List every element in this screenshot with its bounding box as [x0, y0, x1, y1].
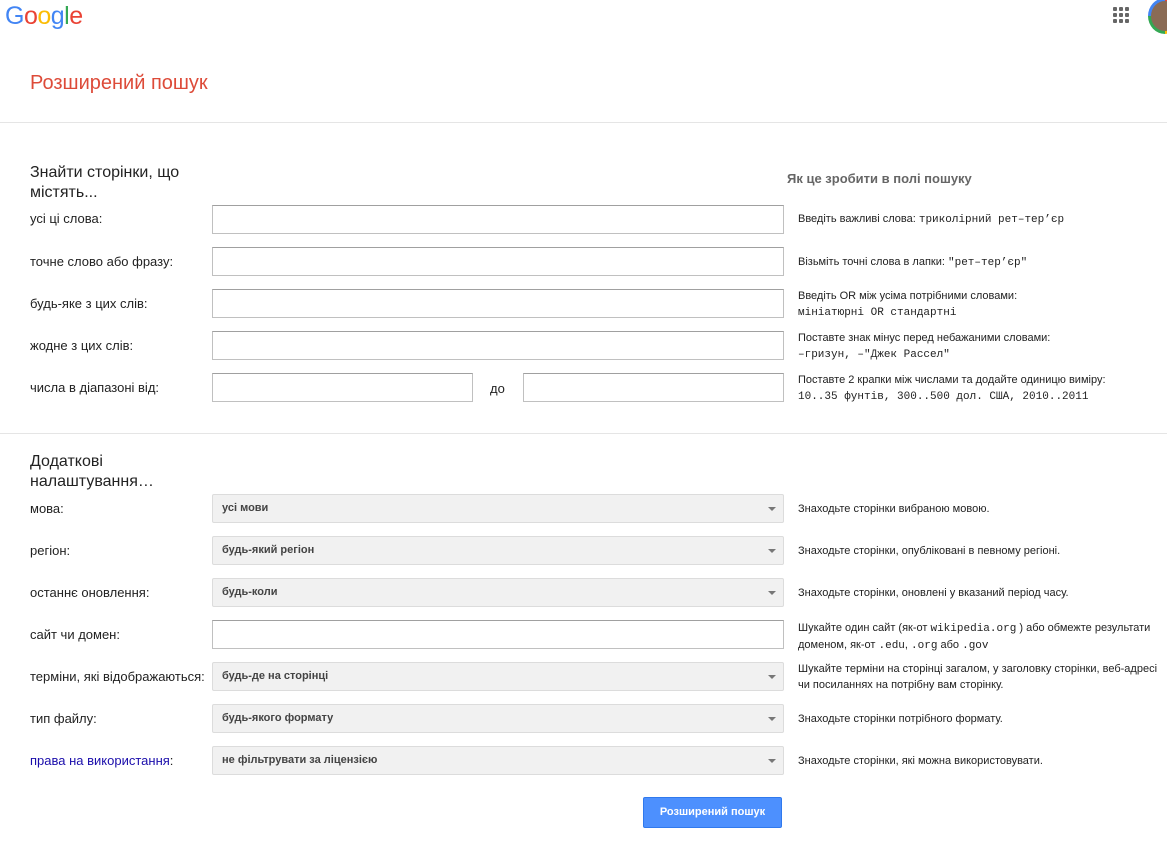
exact-phrase-hint-example: "рет–тер’єр": [948, 257, 1028, 269]
file-type-selected: будь-якого формату: [222, 712, 334, 724]
none-words-hint-example: –гризун, –"Джек Рассел": [798, 349, 950, 361]
usage-rights-colon: :: [169, 753, 174, 768]
any-words-hint-example: мініатюрні OR стандартні: [798, 307, 957, 319]
any-words-hint-text: Введіть OR між усіма потрібними словами:: [798, 290, 1018, 302]
range-to-label: до: [490, 381, 505, 396]
logo-letter: l: [64, 2, 70, 30]
refine-section-title: Додаткові налаштування…: [30, 453, 154, 490]
chevron-down-icon: [768, 507, 776, 511]
none-words-label: жодне з цих слів:: [30, 338, 134, 353]
site-hint: [798, 620, 1163, 654]
all-words-input[interactable]: [212, 205, 784, 234]
logo-letter: G: [5, 2, 24, 30]
page-title: Розширений пошук: [30, 72, 208, 94]
range-label: числа в діапазоні від:: [30, 380, 160, 395]
account-avatar[interactable]: [1148, 0, 1167, 34]
site-hint-text-2: ) або обмежте результати доменом, як-от: [798, 622, 1151, 651]
logo-letter: g: [50, 2, 65, 30]
none-words-input[interactable]: [212, 331, 784, 360]
file-type-hint: Знаходьте сторінки потрібного формату.: [798, 713, 1003, 725]
all-words-hint-example: триколірний рет–тер’єр: [918, 214, 1065, 226]
site-hint-example-1: wikipedia.org: [930, 623, 1017, 635]
last-update-select[interactable]: [212, 578, 784, 607]
range-from-input[interactable]: [212, 373, 473, 402]
site-input[interactable]: [212, 620, 784, 649]
all-words-hint: [798, 211, 1163, 228]
site-hint-text-3: ,: [904, 639, 912, 651]
site-hint-example-3: .org: [911, 640, 938, 652]
chevron-down-icon: [768, 591, 776, 595]
all-words-hint-text: Введіть важливі слова:: [798, 213, 919, 225]
region-hint: Знаходьте сторінки, опубліковані в певному регіоні.: [798, 545, 1061, 557]
usage-rights-hint: Знаходьте сторінки, які можна використовувати.: [798, 755, 1043, 767]
file-type-label: тип файлу:: [30, 711, 97, 726]
exact-phrase-label: точне слово або фразу:: [30, 254, 174, 269]
range-hint-text: Поставте 2 крапки між числами та додайте одиницю виміру:: [798, 374, 1106, 386]
logo-letter: o: [23, 2, 38, 30]
any-words-label: будь-яке з цих слів:: [30, 296, 148, 311]
find-section-title: Знайти сторінки, що містять...: [30, 164, 180, 201]
language-select[interactable]: [212, 494, 784, 523]
site-label: сайт чи домен:: [30, 627, 120, 642]
range-to-input[interactable]: [523, 373, 784, 402]
all-words-label: усі ці слова:: [30, 211, 103, 226]
chevron-down-icon: [768, 717, 776, 721]
none-words-hint: [798, 330, 1163, 363]
terms-hint: Шукайте терміни на сторінці загалом, у заголовку сторінки, веб-адресі чи посиланнях на потрібну вам сторінку.: [798, 663, 1158, 691]
region-select[interactable]: [212, 536, 784, 565]
chevron-down-icon: [768, 675, 776, 679]
last-update-hint: Знаходьте сторінки, оновлені у вказаний період часу.: [798, 587, 1069, 599]
logo-letter: o: [37, 2, 51, 30]
exact-phrase-hint: [798, 254, 1163, 271]
top-bar: [0, 0, 1167, 40]
terms-selected: будь-де на сторінці: [222, 670, 329, 682]
usage-rights-link[interactable]: права на використання: [30, 753, 170, 768]
range-hint: [798, 372, 1163, 405]
none-words-hint-text: Поставте знак мінус перед небажаними словами:: [798, 332, 1051, 344]
header-divider: [0, 122, 1167, 123]
terms-label: терміни, які відображаються:: [30, 669, 205, 684]
advanced-search-button[interactable]: Розширений пошук: [643, 797, 782, 828]
exact-phrase-hint-text: Візьміть точні слова в лапки:: [798, 256, 948, 268]
site-hint-text-1: Шукайте один сайт (як-от: [798, 622, 931, 634]
region-label: регіон:: [30, 543, 71, 558]
usage-rights-selected: не фільтрувати за ліцензією: [222, 754, 378, 766]
language-hint: Знаходьте сторінки вибраною мовою.: [798, 503, 990, 515]
google-logo[interactable]: [5, 2, 83, 30]
terms-select[interactable]: [212, 662, 784, 691]
last-update-label: останнє оновлення:: [30, 585, 150, 600]
apps-grid-icon[interactable]: [1113, 7, 1129, 23]
file-type-select[interactable]: [212, 704, 784, 733]
logo-letter: e: [69, 2, 83, 30]
chevron-down-icon: [768, 549, 776, 553]
range-hint-example: 10..35 фунтів, 300..500 дол. США, 2010..2011: [798, 391, 1089, 403]
region-selected: будь-який регіон: [222, 544, 315, 556]
language-label: мова:: [30, 501, 64, 516]
exact-phrase-input[interactable]: [212, 247, 784, 276]
last-update-selected: будь-коли: [222, 586, 278, 598]
usage-rights-select[interactable]: [212, 746, 784, 775]
site-hint-example-4: .gov: [962, 640, 989, 652]
site-hint-example-2: .edu: [878, 640, 905, 652]
site-hint-text-4: або: [937, 639, 963, 651]
any-words-hint: [798, 288, 1163, 321]
any-words-input[interactable]: [212, 289, 784, 318]
howto-title: Як це зробити в полі пошуку: [787, 171, 972, 186]
usage-rights-label: [30, 753, 173, 769]
chevron-down-icon: [768, 759, 776, 763]
language-selected: усі мови: [222, 502, 269, 514]
section-divider: [0, 433, 1167, 434]
